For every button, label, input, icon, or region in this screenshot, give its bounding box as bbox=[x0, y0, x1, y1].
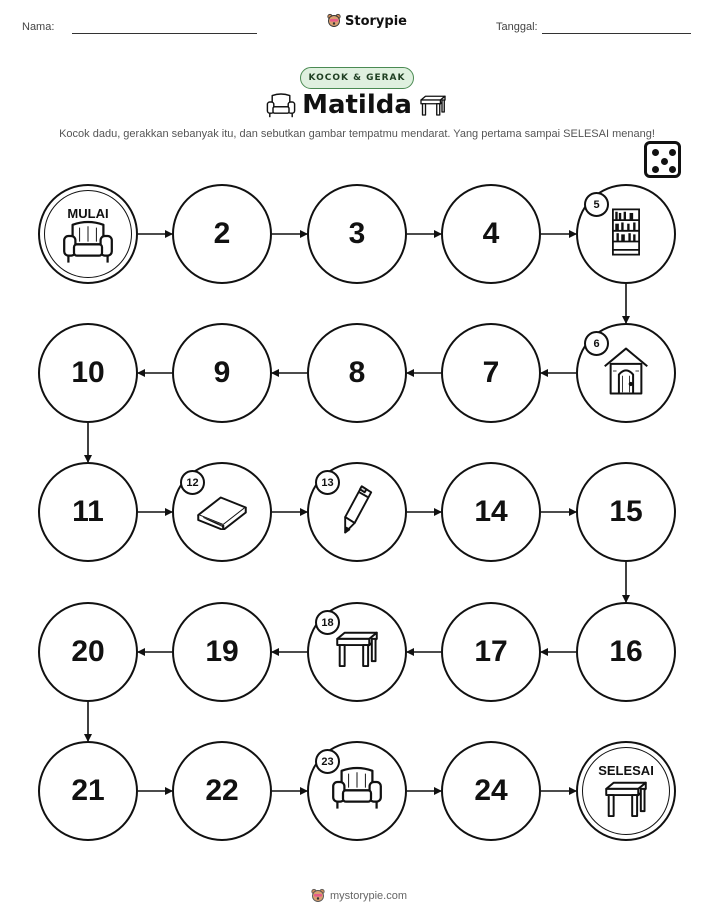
board-space-21 bbox=[38, 741, 138, 841]
table-icon bbox=[332, 629, 382, 675]
board-space-24 bbox=[441, 741, 541, 841]
space-number: 20 bbox=[71, 635, 105, 668]
space-number: 3 bbox=[348, 217, 366, 250]
space-number: 24 bbox=[474, 774, 508, 807]
board-space-2 bbox=[172, 184, 272, 284]
board-space-22 bbox=[172, 741, 272, 841]
board-space-19 bbox=[172, 602, 272, 702]
space-number: 16 bbox=[609, 635, 643, 668]
start-space bbox=[38, 184, 138, 284]
space-number: 11 bbox=[72, 495, 104, 528]
space-number-badge: 13 bbox=[315, 470, 340, 495]
space-number: 2 bbox=[213, 217, 231, 250]
finish-space bbox=[576, 741, 676, 841]
page-title: Matilda bbox=[302, 90, 412, 120]
space-number: 10 bbox=[71, 356, 105, 389]
bear-mascot-icon bbox=[310, 888, 326, 904]
board-space-14 bbox=[441, 462, 541, 562]
board-space-20 bbox=[38, 602, 138, 702]
start-label: MULAI bbox=[67, 206, 109, 221]
space-number-badge: 6 bbox=[584, 331, 609, 356]
game-type-badge: KOCOK & GERAK bbox=[300, 67, 414, 89]
board-space-6 bbox=[576, 323, 676, 423]
board-space-10 bbox=[38, 323, 138, 423]
space-number: 15 bbox=[609, 495, 643, 528]
board-space-3 bbox=[307, 184, 407, 284]
board-space-18 bbox=[307, 602, 407, 702]
board-space-16 bbox=[576, 602, 676, 702]
name-label: Nama: bbox=[22, 21, 55, 33]
board-space-23 bbox=[307, 741, 407, 841]
space-number: 17 bbox=[474, 635, 508, 668]
space-number-badge: 23 bbox=[315, 749, 340, 774]
space-number: 21 bbox=[71, 774, 105, 807]
pencil-icon bbox=[339, 484, 375, 540]
space-number-badge: 5 bbox=[584, 192, 609, 217]
space-number: 9 bbox=[213, 356, 231, 389]
space-number: 7 bbox=[482, 356, 500, 389]
instructions: Kocok dadu, gerakkan sebanyak itu, dan sebutkan gambar tempatmu mendarat. Yang pertama sampai SELESAI menang! bbox=[59, 128, 655, 140]
space-number: 19 bbox=[205, 635, 239, 668]
space-number-badge: 12 bbox=[180, 470, 205, 495]
date-label: Tanggal: bbox=[496, 21, 538, 33]
board-space-13 bbox=[307, 462, 407, 562]
book-icon bbox=[193, 490, 251, 534]
armchair-icon bbox=[329, 765, 385, 817]
board-space-17 bbox=[441, 602, 541, 702]
bookshelf-icon bbox=[610, 207, 642, 261]
space-number-badge: 18 bbox=[315, 610, 340, 635]
footer-url[interactable]: mystorypie.com bbox=[330, 890, 408, 902]
board-space-9 bbox=[172, 323, 272, 423]
brand-name: Storypie bbox=[345, 13, 407, 29]
board-space-12 bbox=[172, 462, 272, 562]
board-space-4 bbox=[441, 184, 541, 284]
space-number: 4 bbox=[482, 217, 500, 250]
board-space-7 bbox=[441, 323, 541, 423]
board-space-8 bbox=[307, 323, 407, 423]
space-number: 8 bbox=[348, 356, 366, 389]
house-icon bbox=[602, 345, 650, 401]
space-ring bbox=[44, 190, 132, 278]
board-space-15 bbox=[576, 462, 676, 562]
space-ring bbox=[582, 747, 670, 835]
board-space-11 bbox=[38, 462, 138, 562]
space-number: 22 bbox=[205, 774, 239, 807]
finish-label: SELESAI bbox=[598, 763, 654, 778]
space-number: 14 bbox=[474, 495, 508, 528]
board-space-5 bbox=[576, 184, 676, 284]
footer bbox=[310, 888, 407, 904]
